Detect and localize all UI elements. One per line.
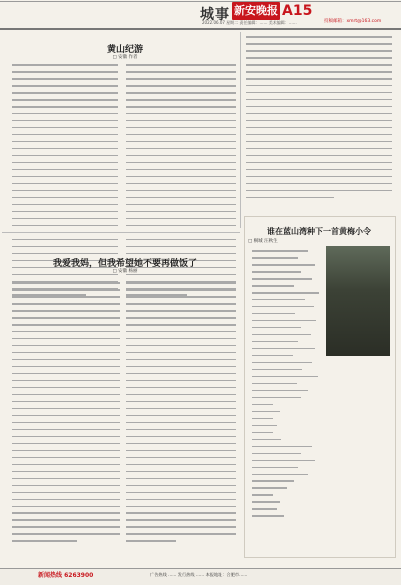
article-body-col1 <box>12 282 120 547</box>
page-number: A15 <box>282 3 313 19</box>
article-body-col3 <box>246 36 392 204</box>
footer-ads: 广告热线 …… 发行热线 …… 本报地址：合肥市…… <box>150 572 248 577</box>
article-title: 我爱我妈，但我希望她不要再做饭了 <box>52 259 197 269</box>
newspaper-logo: 新安晚报 <box>232 2 280 20</box>
header-bottom-rule <box>0 28 401 30</box>
article-title: 谁在蓝山湾种下一首黄梅小令 <box>267 226 371 236</box>
photo-image <box>326 246 390 356</box>
article-title: 黄山纪游 <box>106 45 143 55</box>
article-author: □ 安徽 作者 <box>112 55 138 60</box>
article-body-col2 <box>126 282 236 547</box>
section-name: 城事 <box>200 7 230 23</box>
article-separator <box>2 232 240 233</box>
poem-body <box>252 250 322 522</box>
header-top-rule <box>0 1 401 2</box>
contact-line: 投稿邮箱：xmrt@163.com <box>324 19 382 24</box>
footer-hotline: 新闻热线 6263900 <box>38 572 94 579</box>
article-author: □ 桐城 汪秋生 <box>248 239 278 244</box>
article-author: □ 安徽 杨丽 <box>112 269 138 274</box>
column-divider <box>240 32 241 228</box>
issue-meta: 2022.06.07 星期二 责任编辑：…… 美术编辑：…… <box>202 20 297 25</box>
